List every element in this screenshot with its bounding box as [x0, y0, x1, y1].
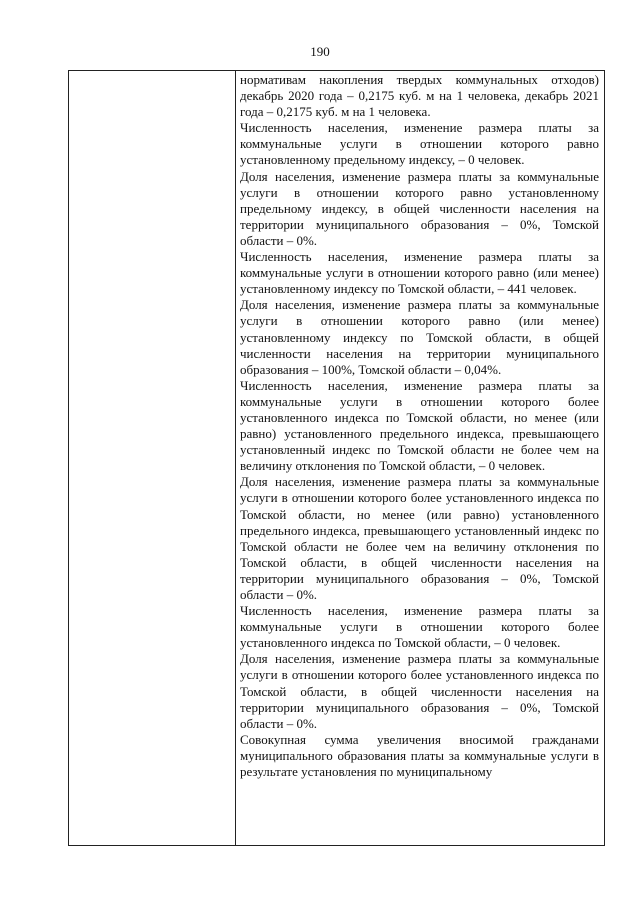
paragraph-share-above-index: Доля населения, изменение размера платы за коммунальные услуги в отношении которого более установленного индекса по Томской области, в общей численности населения на территории муниципального образования – 0%, Томской области – 0%.	[240, 651, 599, 731]
page-number: 190	[310, 44, 330, 59]
paragraph-share-le-index: Доля населения, изменение размера платы за коммунальные услуги в отношении которого равно (или менее) установленному индексу по Томской области, в общей численности населения на территории муниципального образования – 100%, Томской области – 0,04%.	[240, 297, 599, 377]
table-right-column	[236, 71, 603, 780]
paragraph-population-above-index: Численность населения, изменение размера платы за коммунальные услуги в отношении которого более установленного индекса по Томской области, – 0 человек.	[240, 603, 599, 651]
document-table	[68, 70, 605, 846]
paragraph-population-le-index: Численность населения, изменение размера платы за коммунальные услуги в отношении которого равно (или менее) установленному индексу по Томской области, – 441 человек.	[240, 249, 599, 297]
paragraph-share-between: Доля населения, изменение размера платы за коммунальные услуги в отношении которого более установленного индекса по Томской области, но менее (или равно) установленного предельного индекса, превышающего установленный индекс по Томской области не более чем на величину отклонения по Томской области, в общей численности населения на территории муниципального образования – 0%, Томской области – 0%.	[240, 474, 599, 602]
paragraph-population-equal-limit: Численность населения, изменение размера платы за коммунальные услуги в отношении которого равно установленному предельному индексу, – 0 человек.	[240, 120, 599, 168]
paragraph-total-increase: Совокупная сумма увеличения вносимой гражданами муниципального образования платы за коммунальные услуги в результате установления по муниципальному	[240, 731, 599, 780]
paragraph-norms: нормативам накопления твердых коммунальных отходов) декабрь 2020 года – 0,2175 куб. м на 1 человека, декабрь 2021 года – 0,2175 куб. м на 1 человека.	[240, 72, 599, 120]
paragraph-population-between: Численность населения, изменение размера платы за коммунальные услуги в отношении которого более установленного индекса по Томской области, но менее (или равно) установленного предельного индекса, превышающего установленный индекс по Томской области не более чем на величину отклонения по Томской области, – 0 человек.	[240, 377, 599, 474]
paragraph-share-equal-limit: Доля населения, изменение размера платы за коммунальные услуги в отношении которого равно установленному предельному индексу, в общей численности населения на территории муниципального образования – 0%, Томской области – 0%.	[240, 168, 599, 248]
table-left-column	[69, 71, 236, 845]
